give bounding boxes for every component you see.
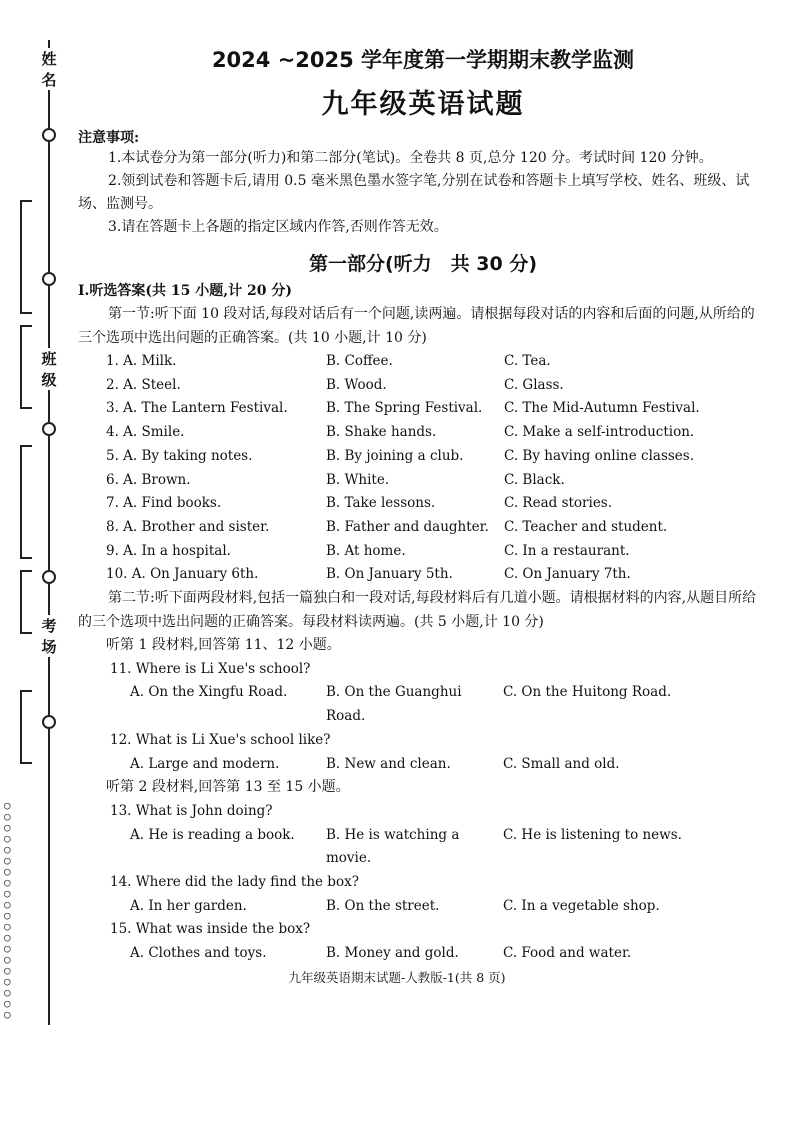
binding-hole (42, 272, 56, 286)
notice-item: 3.请在答题卡上各题的指定区域内作答,否则作答无效。 (108, 219, 448, 235)
option-b: B. Money and gold. (326, 945, 459, 962)
page-footer: 九年级英语期末试题-人教版-1(共 8 页) (288, 970, 506, 985)
option-b: B. Wood. (326, 376, 387, 393)
option-a: 6. A. Brown. (106, 471, 191, 488)
binding-bracket (20, 445, 32, 559)
option-b: B. Coffee. (326, 353, 393, 369)
question-row (78, 350, 768, 374)
option-c: C. Small and old. (503, 755, 620, 772)
exam-subject-title: 九年级英语试题 (321, 89, 525, 120)
binding-hole (42, 128, 56, 142)
option-a: A. He is reading a book. (130, 826, 295, 843)
question-options (78, 895, 768, 919)
option-a: A. On the Xingfu Road. (130, 684, 288, 701)
option-b: B. New and clean. (326, 755, 451, 772)
binding-hole (42, 422, 56, 436)
option-c: C. In a restaurant. (504, 542, 630, 559)
question-stem: 15. What was inside the box? (110, 921, 311, 938)
binding-bracket (20, 570, 32, 634)
option-c: C. In a vegetable shop. (503, 897, 660, 914)
question-row (78, 374, 768, 398)
option-b: B. He is watching a movie. (326, 826, 460, 867)
option-c: C. Glass. (504, 376, 564, 393)
binding-bracket (20, 200, 32, 314)
option-b: B. At home. (326, 542, 406, 559)
binding-line (48, 40, 50, 1025)
exam-period-title: 2024 ~2025 学年度第一学期期末教学监测 (211, 48, 635, 72)
option-c: C. On the Huitong Road. (503, 684, 672, 701)
option-c: C. Black. (504, 471, 565, 488)
binding-rings: ○ ○ ○ ○ ○ ○ ○ ○ ○ ○ ○ ○ ○ ○ ○ ○ ○ ○ ○ ○ (4, 799, 11, 1021)
option-b: B. Father and daughter. (326, 518, 489, 535)
question-row (78, 563, 768, 587)
option-a: 8. A. Brother and sister. (106, 518, 270, 535)
option-a: 9. A. In a hospital. (106, 542, 231, 559)
section-instructions: 第一节:听下面 10 段对话,每段对话后有一个问题,读两遍。请根据每段对话的内容和后面的问题,从所给的三个选项中选出问题的正确答案。(共 10 小题,计 10 分) (78, 306, 755, 346)
binding-bracket (20, 690, 32, 764)
option-a: 10. A. On January 6th. (106, 566, 259, 583)
option-b: B. On the street. (326, 897, 440, 914)
option-a: 2. A. Steel. (106, 376, 181, 393)
section-heading: Ⅰ.听选答案(共 15 小题,计 20 分) (78, 283, 293, 299)
binding-hole (42, 570, 56, 584)
binding-hole (42, 715, 56, 729)
option-b: B. Shake hands. (326, 424, 437, 441)
material-heading: 听第 1 段材料,回答第 11、12 小题。 (106, 637, 341, 654)
question-row (78, 492, 768, 516)
section-instructions: 第二节:听下面两段材料,包括一篇独白和一段对话,每段材料后有几道小题。请根据材料的内容,从题目所给的三个选项中选出问题的正确答案。每段材料读两遍。(共 5 小题,计 10 分) (78, 590, 757, 630)
option-c: C. Food and water. (503, 945, 632, 962)
option-c: C. Make a self-introduction. (504, 424, 695, 441)
option-c: C. By having online classes. (504, 447, 695, 464)
option-b: B. Take lessons. (326, 495, 436, 512)
question-row (78, 516, 768, 540)
binding-bracket (20, 325, 32, 409)
material-heading: 听第 2 段材料,回答第 13 至 15 小题。 (106, 779, 350, 796)
part-title: 第一部分(听力 共 30 分) (308, 253, 538, 275)
question-stem: 11. Where is Li Xue's school? (110, 660, 311, 677)
option-a: 5. A. By taking notes. (106, 447, 253, 464)
question-options (78, 753, 768, 777)
binding-label-class: 班级 (39, 348, 59, 390)
binding-label-room: 考场 (39, 615, 59, 657)
option-b: B. The Spring Festival. (326, 400, 483, 417)
question-row (78, 421, 768, 445)
option-a: 4. A. Smile. (106, 424, 185, 441)
question-stem: 12. What is Li Xue's school like? (110, 731, 331, 748)
notice-item: 1.本试卷分为第一部分(听力)和第二部分(笔试)。全卷共 8 页,总分 120 分。考试时间 120 分钟。 (108, 150, 713, 166)
option-b: B. By joining a club. (326, 447, 464, 464)
question-options (78, 942, 768, 966)
notice-heading: 注意事项: (78, 130, 140, 146)
question-row (78, 469, 768, 493)
option-b: B. White. (326, 471, 390, 488)
question-options (78, 681, 768, 728)
question-list (78, 350, 768, 587)
question-stem: 14. Where did the lady find the box? (110, 874, 359, 891)
option-b: B. On the Guanghui Road. (326, 684, 462, 725)
question-options (78, 824, 768, 871)
option-a: 3. A. The Lantern Festival. (106, 400, 288, 417)
question-row (78, 540, 768, 564)
option-c: C. On January 7th. (504, 566, 631, 583)
option-c: C. He is listening to news. (503, 826, 682, 843)
binding-label-name: 姓名 (39, 48, 59, 90)
option-c: C. Tea. (504, 353, 551, 369)
option-a: A. Clothes and toys. (130, 945, 267, 962)
option-a: 1. A. Milk. (106, 353, 177, 369)
option-c: C. The Mid-Autumn Festival. (504, 400, 700, 417)
question-stem: 13. What is John doing? (110, 802, 273, 819)
option-a: 7. A. Find books. (106, 495, 222, 512)
option-a: A. In her garden. (130, 897, 247, 914)
option-b: B. On January 5th. (326, 566, 453, 583)
option-c: C. Teacher and student. (504, 518, 668, 535)
option-c: C. Read stories. (504, 495, 613, 512)
notice-item: 2.领到试卷和答题卡后,请用 0.5 毫米黑色墨水签字笔,分别在试卷和答题卡上填写学校、姓名、班级、试场、监测号。 (78, 173, 750, 212)
main-content (78, 40, 768, 966)
question-row (78, 397, 768, 421)
option-a: A. Large and modern. (130, 755, 280, 772)
question-row (78, 445, 768, 469)
